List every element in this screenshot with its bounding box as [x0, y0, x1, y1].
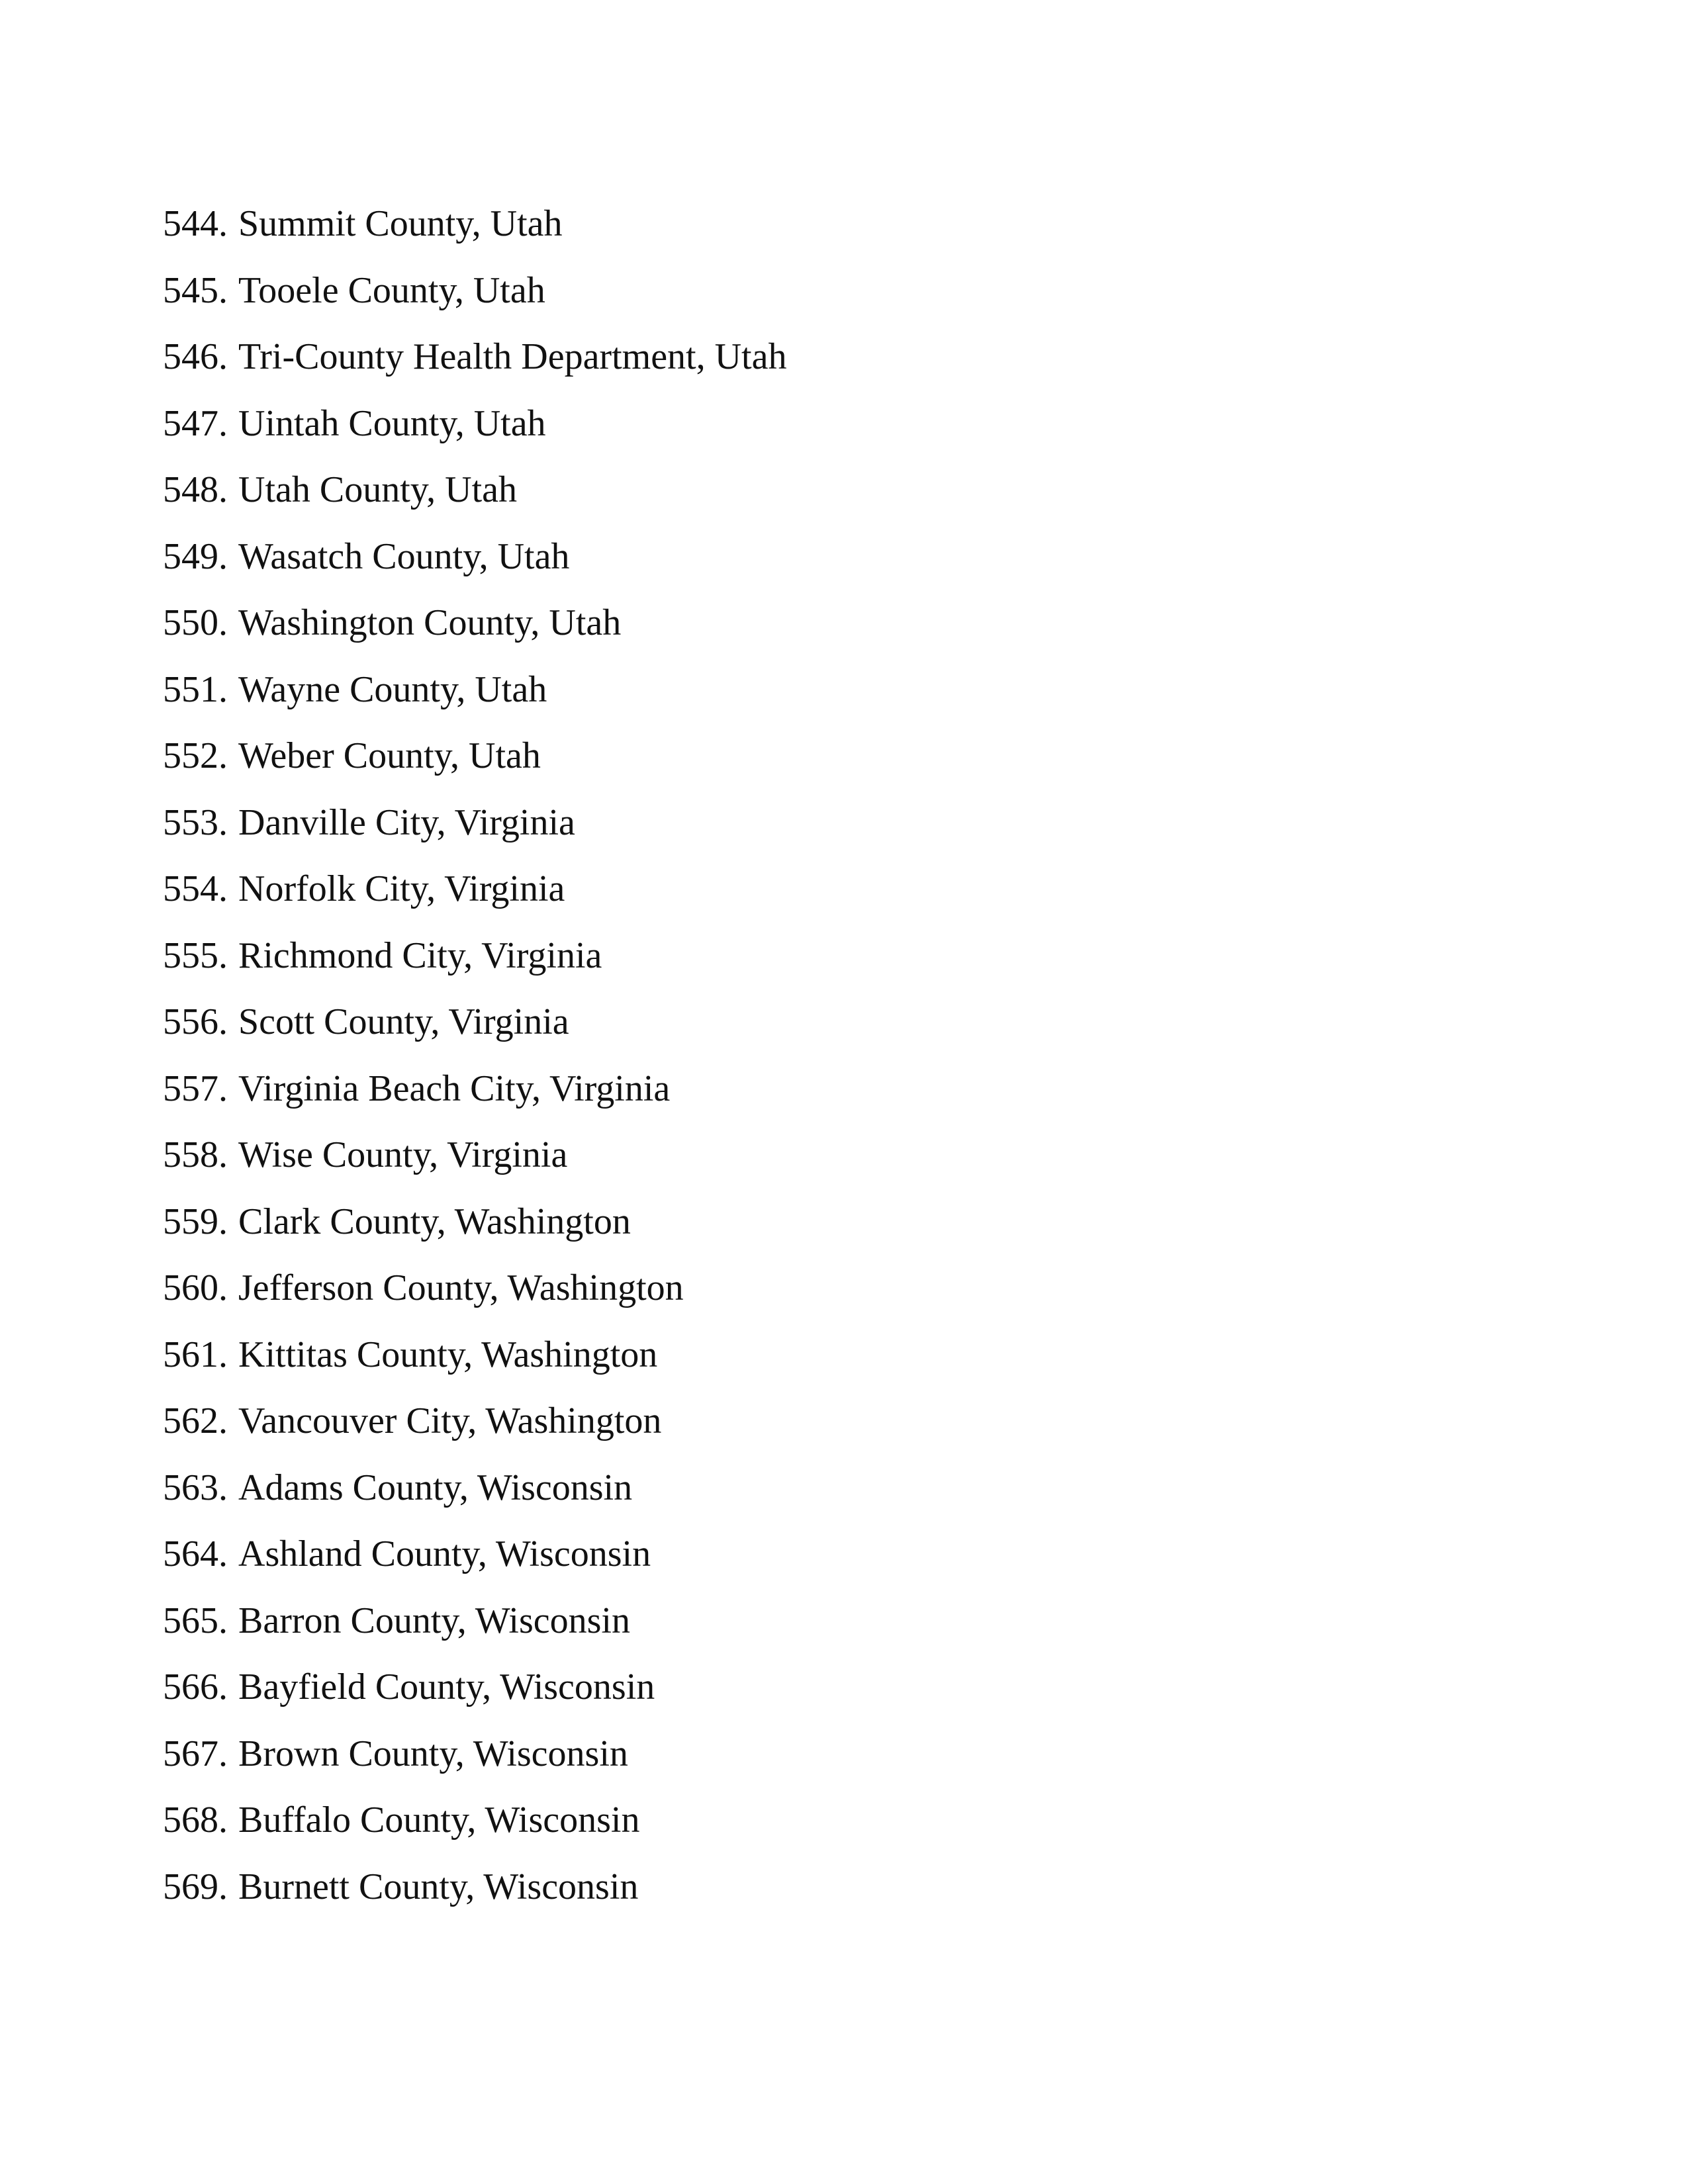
item-text: Wayne County, Utah — [238, 668, 547, 710]
list-item — [163, 390, 786, 457]
item-text: Wise County, Virginia — [238, 1134, 568, 1175]
item-number: 557. — [163, 1068, 228, 1109]
item-number: 559. — [163, 1201, 228, 1242]
list-item — [163, 989, 786, 1056]
item-number: 553. — [163, 801, 228, 843]
item-text: Utah County, Utah — [238, 469, 517, 510]
item-text: Danville City, Virginia — [238, 801, 575, 843]
item-number: 565. — [163, 1600, 228, 1641]
item-text: Uintah County, Utah — [238, 402, 546, 444]
list-item — [163, 1721, 786, 1788]
list-item — [163, 856, 786, 923]
item-text: Weber County, Utah — [238, 735, 541, 776]
list-item — [163, 590, 786, 657]
item-text: Clark County, Washington — [238, 1201, 631, 1242]
item-text: Burnett County, Wisconsin — [238, 1866, 639, 1907]
numbered-list — [163, 191, 786, 1920]
item-number: 544. — [163, 203, 228, 244]
list-item — [163, 457, 786, 523]
item-text: Barron County, Wisconsin — [238, 1600, 630, 1641]
item-text: Norfolk City, Virginia — [238, 868, 565, 909]
item-text: Vancouver City, Washington — [238, 1400, 662, 1441]
list-item — [163, 1787, 786, 1854]
item-number: 547. — [163, 402, 228, 444]
list-item — [163, 790, 786, 856]
item-text: Kittitas County, Washington — [238, 1334, 658, 1375]
list-item — [163, 324, 786, 390]
list-item — [163, 923, 786, 989]
item-number: 562. — [163, 1400, 228, 1441]
list-item — [163, 257, 786, 324]
list-item — [163, 1455, 786, 1522]
item-number: 558. — [163, 1134, 228, 1175]
list-item — [163, 191, 786, 257]
item-number: 556. — [163, 1001, 228, 1042]
item-number: 550. — [163, 602, 228, 643]
item-text: Scott County, Virginia — [238, 1001, 569, 1042]
list-item — [163, 1122, 786, 1189]
list-item — [163, 723, 786, 790]
item-number: 563. — [163, 1467, 228, 1508]
item-number: 545. — [163, 269, 228, 311]
list-item — [163, 1056, 786, 1122]
item-number: 564. — [163, 1533, 228, 1574]
item-text: Tooele County, Utah — [238, 269, 545, 311]
list-item — [163, 1654, 786, 1721]
list-item — [163, 1521, 786, 1588]
list-item — [163, 523, 786, 590]
list-item — [163, 1388, 786, 1455]
item-text: Richmond City, Virginia — [238, 934, 602, 976]
item-text: Summit County, Utah — [238, 203, 563, 244]
list-item — [163, 1189, 786, 1255]
item-text: Bayfield County, Wisconsin — [238, 1666, 655, 1707]
item-text: Ashland County, Wisconsin — [238, 1533, 651, 1574]
item-number: 548. — [163, 469, 228, 510]
item-text: Buffalo County, Wisconsin — [238, 1799, 640, 1841]
item-number: 549. — [163, 535, 228, 577]
item-number: 551. — [163, 668, 228, 710]
list-item — [163, 657, 786, 723]
list-item — [163, 1255, 786, 1322]
list-item — [163, 1322, 786, 1388]
item-text: Virginia Beach City, Virginia — [238, 1068, 671, 1109]
item-number: 566. — [163, 1666, 228, 1707]
item-number: 546. — [163, 336, 228, 377]
list-item — [163, 1588, 786, 1655]
item-number: 569. — [163, 1866, 228, 1907]
item-number: 554. — [163, 868, 228, 909]
item-number: 568. — [163, 1799, 228, 1841]
item-number: 567. — [163, 1733, 228, 1774]
item-text: Wasatch County, Utah — [238, 535, 570, 577]
item-number: 555. — [163, 934, 228, 976]
item-text: Jefferson County, Washington — [238, 1267, 684, 1308]
list-item — [163, 1854, 786, 1921]
item-text: Adams County, Wisconsin — [238, 1467, 633, 1508]
item-text: Tri-County Health Department, Utah — [238, 336, 787, 377]
item-text: Brown County, Wisconsin — [238, 1733, 628, 1774]
item-number: 561. — [163, 1334, 228, 1375]
item-text: Washington County, Utah — [238, 602, 622, 643]
item-number: 560. — [163, 1267, 228, 1308]
item-number: 552. — [163, 735, 228, 776]
